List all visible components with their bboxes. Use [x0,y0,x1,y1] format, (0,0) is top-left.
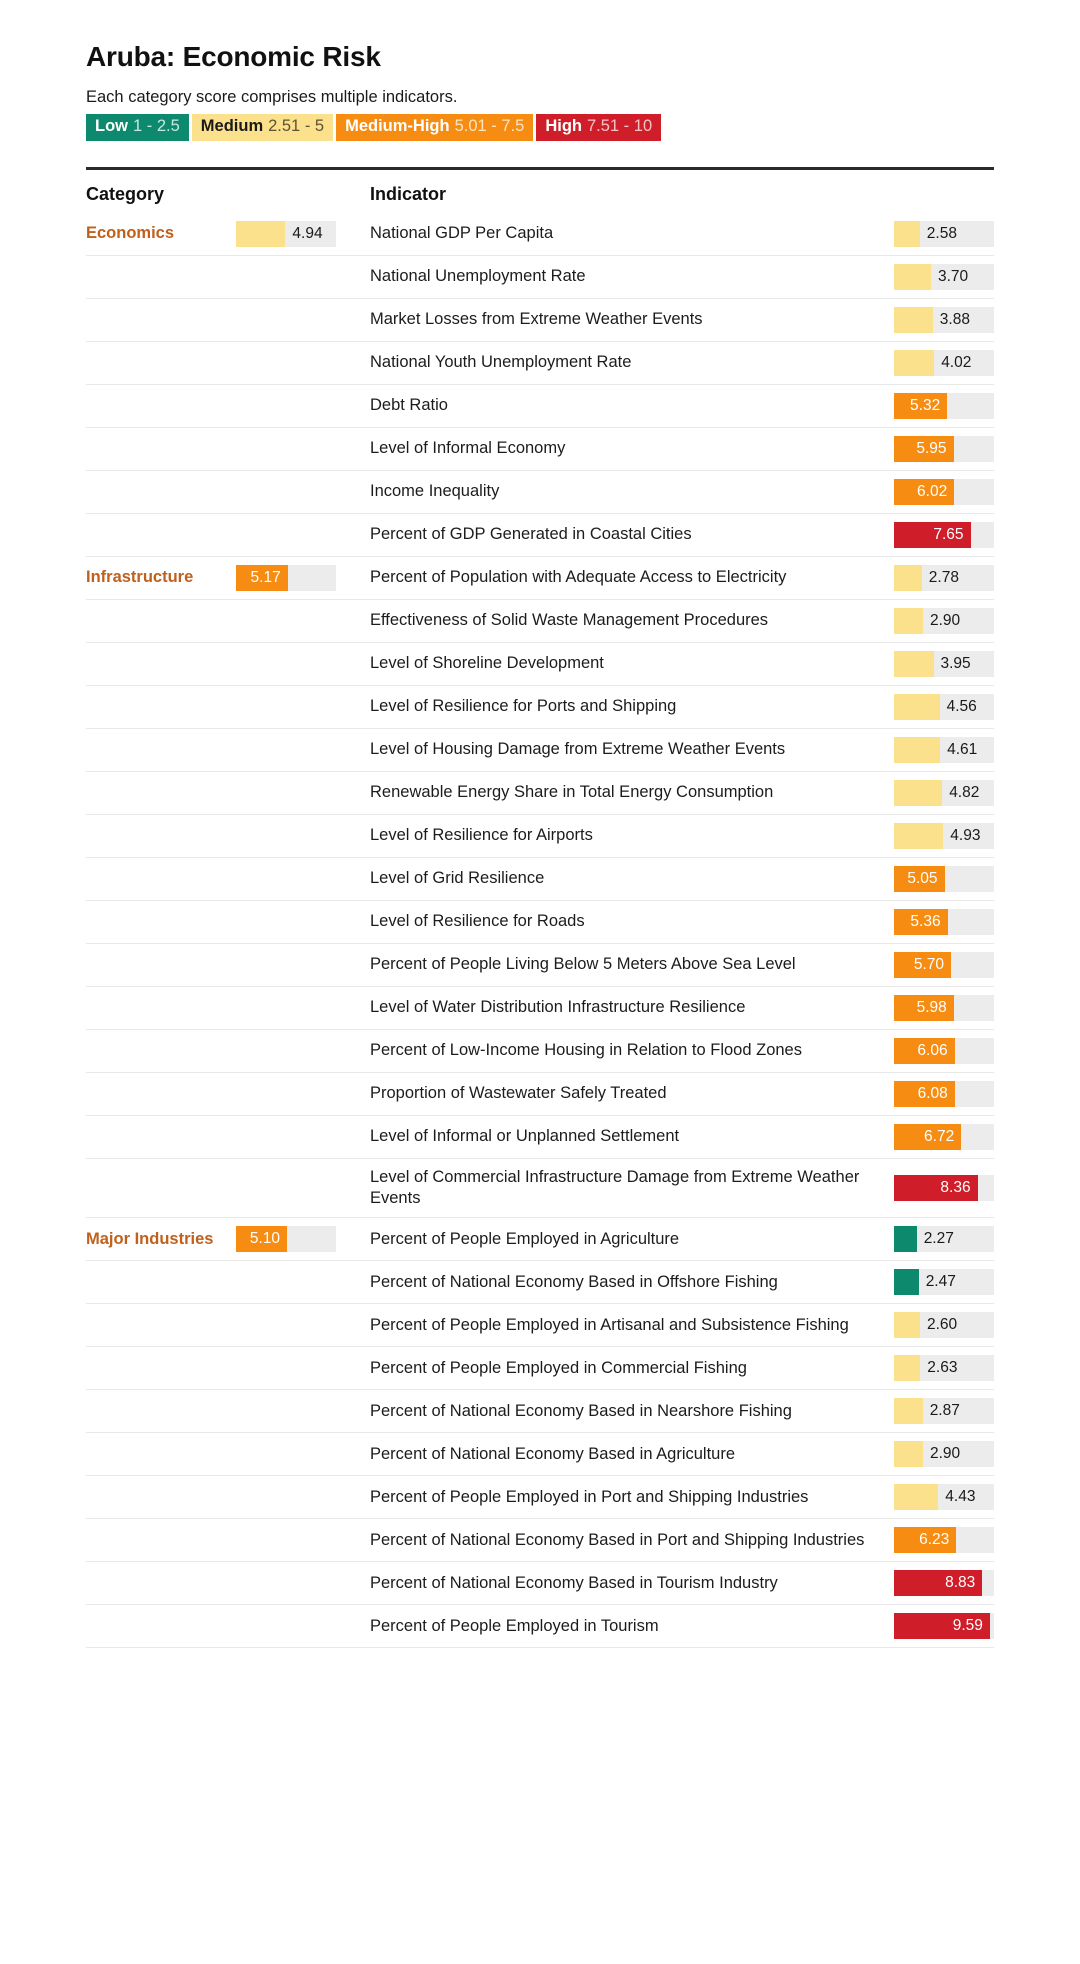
category-cell [86,1605,370,1647]
indicator-score-bar [894,823,994,849]
indicator-cell [370,858,994,900]
indicator-score-bar-fill [894,1312,920,1338]
category-cell [86,1433,370,1475]
indicator-label: National GDP Per Capita [370,224,554,243]
indicator-score-bar [894,1226,994,1252]
table-body [86,213,994,1648]
table-row [86,514,994,557]
indicator-label: Percent of People Living Below 5 Meters Above Sea Level [370,955,796,974]
legend-item-label: High [545,117,582,136]
indicator-table [86,167,994,1648]
category-cell [86,1030,370,1072]
category-cell [86,1218,370,1260]
indicator-cell [370,1116,994,1158]
indicator-label: Market Losses from Extreme Weather Events [370,310,703,329]
indicator-score-bar-fill [894,350,934,376]
indicator-cell [370,987,994,1029]
page-title: Aruba: Economic Risk [86,41,381,72]
indicator-label: Debt Ratio [370,396,448,415]
indicator-label: National Unemployment Rate [370,267,586,286]
indicator-score-value: 6.02 [917,483,948,501]
table-row [86,1433,994,1476]
indicator-score-bar [894,737,994,763]
category-label: Economics [86,224,175,243]
legend-item-label: Medium [200,117,264,136]
table-row [86,729,994,772]
indicator-cell [370,385,994,427]
category-cell [86,901,370,943]
indicator-label: Percent of Population with Adequate Access to Electricity [370,568,787,587]
indicator-cell [370,1519,994,1561]
indicator-cell [370,428,994,470]
table-row [86,256,994,299]
table-header-row [86,170,994,213]
category-cell [86,385,370,427]
indicator-label: Percent of People Employed in Tourism [370,1616,659,1635]
indicator-label: Percent of People Employed in Artisanal and Subsistence Fishing [370,1315,849,1334]
category-cell [86,1390,370,1432]
indicator-score-bar-fill [894,307,933,333]
indicator-label: Level of Resilience for Ports and Shipping [370,697,677,716]
indicator-label: Percent of People Employed in Port and Shipping Industries [370,1487,809,1506]
indicator-score-value: 6.72 [924,1128,955,1146]
category-cell [86,342,370,384]
indicator-label: Level of Resilience for Airports [370,826,593,845]
category-cell [86,299,370,341]
page-subtitle: Each category score comprises multiple indicators. [86,87,458,106]
category-cell [86,514,370,556]
indicator-label: Percent of GDP Generated in Coastal Cities [370,525,692,544]
indicator-score-bar [894,479,994,505]
indicator-cell [370,772,994,814]
category-cell [86,1073,370,1115]
indicator-label: Effectiveness of Solid Waste Management Procedures [370,611,769,630]
indicator-label: Level of Housing Damage from Extreme Weather Events [370,740,786,759]
indicator-score-bar-fill [894,651,934,677]
indicator-score-value: 5.70 [913,956,944,974]
category-score-bar [236,1226,336,1252]
category-cell [86,987,370,1029]
indicator-cell [370,944,994,986]
indicator-cell [370,1605,994,1647]
indicator-score-value: 4.61 [947,741,978,759]
indicator-label: Percent of Low-Income Housing in Relation to Flood Zones [370,1041,802,1060]
table-row [86,1476,994,1519]
table-row [86,213,994,256]
indicator-cell [370,557,994,599]
indicator-cell [370,471,994,513]
table-row [86,1030,994,1073]
indicator-label: Level of Informal or Unplanned Settlement [370,1127,680,1146]
indicator-score-value: 6.08 [917,1085,948,1103]
table-row [86,428,994,471]
indicator-score-value: 2.87 [929,1402,960,1420]
table-row [86,299,994,342]
column-header-category: Category [86,183,165,204]
page-content [86,42,994,1648]
indicator-cell [370,1304,994,1346]
category-score-bar [236,565,336,591]
table-row [86,471,994,514]
indicator-cell [370,600,994,642]
indicator-cell [370,729,994,771]
indicator-cell [370,815,994,857]
table-row [86,987,994,1030]
indicator-score-bar [894,1527,994,1553]
indicator-label: National Youth Unemployment Rate [370,353,632,372]
table-row [86,1116,994,1159]
category-cell [86,1476,370,1518]
indicator-score-bar [894,909,994,935]
indicator-score-bar-fill [894,1269,919,1295]
legend-item-range: 1 - 2.5 [133,117,180,136]
indicator-score-bar-fill [894,221,920,247]
indicator-score-value: 2.63 [927,1359,958,1377]
indicator-score-bar-fill [894,780,942,806]
indicator-score-value: 2.60 [927,1316,958,1334]
indicator-label: Percent of National Economy Based in Tourism Industry [370,1573,778,1592]
table-row [86,901,994,944]
indicator-label: Renewable Energy Share in Total Energy Consumption [370,783,774,802]
indicator-score-bar-fill [894,1398,923,1424]
indicator-cell [370,1433,994,1475]
indicator-cell [370,213,994,255]
indicator-score-bar-fill [894,823,943,849]
indicator-label: Percent of National Economy Based in Offshore Fishing [370,1272,778,1291]
table-row [86,1159,994,1218]
legend-item-label: Medium-High [345,117,450,136]
category-cell [86,213,370,255]
indicator-score-value: 2.47 [925,1273,956,1291]
indicator-score-bar [894,651,994,677]
table-row [86,1218,994,1261]
legend-item-range: 7.51 - 10 [586,117,653,136]
legend-item-label: Low [95,117,128,136]
indicator-score-bar-fill [894,1355,920,1381]
table-row [86,557,994,600]
indicator-label: Percent of People Employed in Commercial Fishing [370,1358,747,1377]
indicator-cell [370,1347,994,1389]
indicator-score-value: 2.27 [923,1230,954,1248]
indicator-score-bar [894,866,994,892]
indicator-cell [370,1261,994,1303]
indicator-score-bar [894,1398,994,1424]
indicator-score-bar [894,565,994,591]
indicator-score-value: 5.36 [910,913,941,931]
indicator-score-bar [894,264,994,290]
indicator-score-bar [894,1312,994,1338]
table-row [86,1605,994,1648]
indicator-score-value: 3.70 [938,268,969,286]
indicator-score-bar-fill [894,608,923,634]
indicator-score-bar [894,1081,994,1107]
table-row [86,815,994,858]
indicator-cell [370,1476,994,1518]
indicator-cell [370,1218,994,1260]
indicator-label: Percent of National Economy Based in Nearshore Fishing [370,1401,792,1420]
indicator-score-bar [894,1038,994,1064]
indicator-score-value: 3.88 [939,311,970,329]
category-cell [86,772,370,814]
table-row [86,342,994,385]
category-score-bar [236,221,336,247]
indicator-score-value: 9.59 [952,1617,983,1635]
indicator-score-bar [894,1441,994,1467]
indicator-score-bar [894,952,994,978]
category-cell [86,944,370,986]
indicator-score-bar [894,1570,994,1596]
category-label: Infrastructure [86,568,194,587]
indicator-score-bar-fill [894,1441,923,1467]
indicator-label: Level of Informal Economy [370,439,566,458]
indicator-score-value: 5.32 [910,397,941,415]
category-cell [86,686,370,728]
indicator-cell [370,299,994,341]
indicator-score-value: 2.90 [930,1445,961,1463]
indicator-score-bar-fill [894,737,940,763]
indicator-score-value: 8.36 [940,1179,971,1197]
table-row [86,1304,994,1347]
indicator-cell [370,1030,994,1072]
indicator-score-value: 5.95 [916,440,947,458]
indicator-label: Level of Resilience for Roads [370,912,585,931]
category-cell [86,643,370,685]
table-row [86,643,994,686]
indicator-score-bar [894,694,994,720]
indicator-label: Percent of National Economy Based in Port and Shipping Industries [370,1530,865,1549]
table-row [86,1261,994,1304]
indicator-score-value: 2.58 [926,225,957,243]
indicator-score-bar [894,608,994,634]
table-row [86,1519,994,1562]
table-row [86,858,994,901]
legend-item-medium [192,114,333,140]
indicator-score-value: 4.02 [941,354,972,372]
column-header-indicator: Indicator [370,183,447,204]
indicator-label: Proportion of Wastewater Safely Treated [370,1084,667,1103]
risk-band-legend [86,114,661,140]
indicator-label: Level of Water Distribution Infrastructure Resilience [370,998,746,1017]
category-cell [86,1159,370,1217]
indicator-label: Level of Grid Resilience [370,869,545,888]
category-score-value: 4.94 [292,225,323,243]
indicator-score-value: 3.95 [940,655,971,673]
category-cell [86,815,370,857]
indicator-score-value: 5.98 [916,999,947,1017]
category-cell [86,256,370,298]
table-row [86,944,994,987]
indicator-score-bar [894,307,994,333]
table-row [86,1390,994,1433]
category-cell [86,1304,370,1346]
legend-item-low [86,114,189,140]
category-score-value: 5.10 [249,1230,280,1248]
indicator-score-bar [894,1484,994,1510]
category-cell [86,1261,370,1303]
indicator-score-value: 4.43 [945,1488,976,1506]
indicator-label: Income Inequality [370,482,500,501]
category-cell [86,1519,370,1561]
indicator-score-value: 4.93 [950,827,981,845]
indicator-score-bar [894,1175,994,1201]
indicator-cell [370,686,994,728]
indicator-score-bar-fill [894,1484,938,1510]
indicator-cell [370,901,994,943]
indicator-score-bar [894,436,994,462]
table-row [86,1073,994,1116]
indicator-score-bar [894,1355,994,1381]
indicator-score-value: 7.65 [933,526,964,544]
category-cell [86,1562,370,1604]
indicator-score-value: 4.56 [946,698,977,716]
table-row [86,1347,994,1390]
table-row [86,600,994,643]
indicator-cell [370,256,994,298]
category-cell [86,1347,370,1389]
indicator-score-bar-fill [894,1226,917,1252]
table-row [86,686,994,729]
indicator-label: Level of Shoreline Development [370,654,604,673]
indicator-score-value: 2.78 [928,569,959,587]
indicator-cell [370,514,994,556]
indicator-score-bar [894,1269,994,1295]
legend-item-medium-high [336,114,533,140]
indicator-score-bar [894,393,994,419]
indicator-score-bar [894,221,994,247]
category-label: Major Industries [86,1229,214,1248]
indicator-cell [370,1562,994,1604]
indicator-score-bar-fill [894,694,940,720]
indicator-cell [370,342,994,384]
indicator-score-bar-fill [894,565,922,591]
category-cell [86,1116,370,1158]
indicator-cell [370,643,994,685]
indicator-score-value: 4.82 [949,784,980,802]
category-cell [86,600,370,642]
indicator-score-value: 2.90 [930,612,961,630]
category-score-value: 5.17 [250,569,281,587]
indicator-cell [370,1073,994,1115]
table-row [86,385,994,428]
indicator-cell [370,1390,994,1432]
indicator-score-value: 5.05 [907,870,938,888]
table-row [86,1562,994,1605]
indicator-score-value: 6.23 [919,1531,950,1549]
indicator-label: Percent of People Employed in Agriculture [370,1229,680,1248]
indicator-label: Percent of National Economy Based in Agriculture [370,1444,736,1463]
indicator-score-bar [894,780,994,806]
legend-item-range: 5.01 - 7.5 [454,117,525,136]
category-cell [86,557,370,599]
indicator-cell [370,1159,994,1217]
category-cell [86,428,370,470]
indicator-score-value: 8.83 [945,1574,976,1592]
category-cell [86,471,370,513]
indicator-score-bar [894,350,994,376]
indicator-label: Level of Commercial Infrastructure Damage from Extreme Weather Events [370,1167,860,1207]
indicator-score-bar [894,995,994,1021]
legend-item-high [536,114,661,140]
indicator-score-value: 6.06 [917,1042,948,1060]
indicator-score-bar [894,1613,994,1639]
indicator-score-bar [894,522,994,548]
category-cell [86,858,370,900]
indicator-score-bar-fill [894,264,931,290]
table-row [86,772,994,815]
category-cell [86,729,370,771]
indicator-score-bar [894,1124,994,1150]
legend-item-range: 2.51 - 5 [268,117,325,136]
category-score-bar-fill [236,221,285,247]
